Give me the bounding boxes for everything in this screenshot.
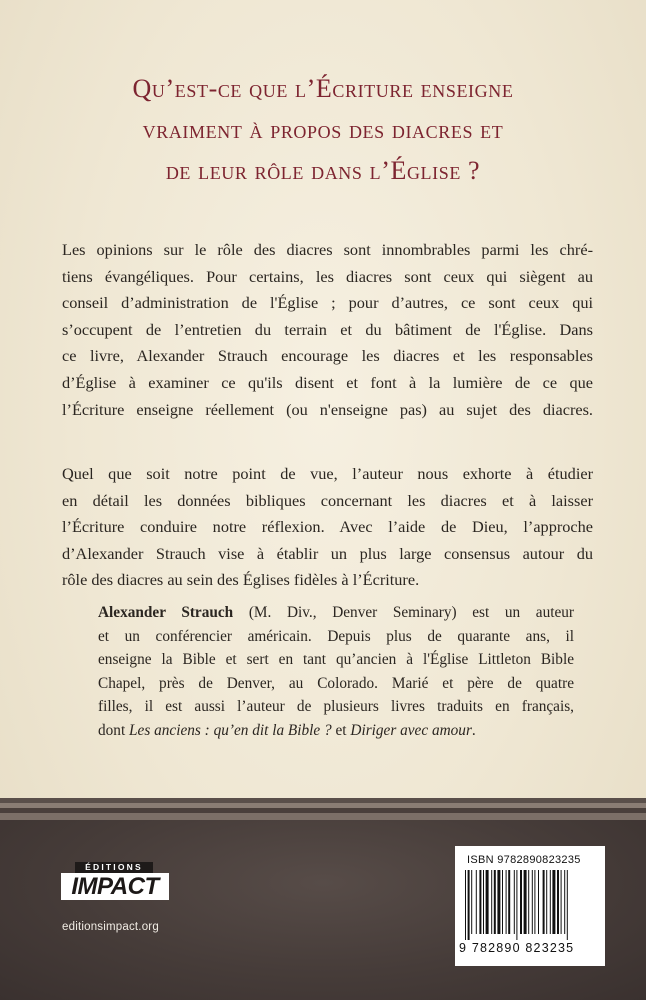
bio-line: et un conférencier américain. Depuis plus de quarante ans, il: [98, 627, 574, 645]
paragraph-line: l’Écriture enseigne réellement (ou n'enseigne pas) au sujet des diacres.: [62, 399, 593, 419]
paragraph-line: Les opinions sur le rôle des diacres sont innombrables parmi les chré-: [62, 240, 593, 259]
barcode-bar: [552, 870, 555, 934]
barcode-bar: [506, 870, 507, 934]
paragraph-line: en détail les données bibliques concernant les diacres et à laisser: [62, 490, 593, 510]
barcode-bar: [476, 870, 477, 934]
barcode-bar: [557, 870, 559, 934]
barcode-bar: [524, 870, 527, 934]
bio-text: dont: [98, 721, 130, 739]
paragraph-line: d’Alexander Strauch vise à établir un plus large consensus autour du: [62, 543, 593, 563]
barcode-bar: [508, 870, 510, 934]
description-paragraph-2: [62, 461, 593, 594]
paragraph-line: conseil d’administration de l'Église ; pour d’autres, ce sont ceux qui: [62, 293, 593, 313]
paragraph-line: rôle des diacres au sein des Églises fidèles à l’Écriture.: [62, 570, 420, 590]
barcode-bar: [520, 870, 522, 934]
bio-line: [98, 719, 574, 743]
bio-text: (M. Div., Denver Seminary) est un auteur: [233, 604, 574, 621]
paragraph-line: ce livre, Alexander Strauch encourage les diacres et les responsables: [62, 346, 593, 366]
headline-line-2: vraiment à propos des diacres et: [142, 115, 504, 144]
barcode-bar: [538, 870, 539, 934]
barcode-bar: [532, 870, 533, 934]
paragraph-line: tiens évangéliques. Pour certains, les diacres sont ceux qui siègent au: [62, 266, 593, 286]
isbn-barcode: [455, 846, 605, 966]
barcode-bar: [564, 870, 565, 934]
decorative-stripes: [0, 798, 646, 820]
barcode-bar: [497, 870, 500, 934]
barcode-bar: [483, 870, 484, 934]
barcode-bars: [463, 870, 597, 940]
barcode-bar: [468, 870, 470, 940]
barcode-bar: [465, 870, 466, 940]
barcode-bar: [534, 870, 535, 934]
barcode-bar: [479, 870, 481, 934]
headline-line-3: de leur rôle dans l’Église ?: [165, 156, 481, 185]
publisher-logo: [61, 862, 169, 904]
barcode-bar: [486, 870, 489, 934]
description-paragraph-1: [62, 237, 593, 423]
isbn-digits: 9 782890 823235: [459, 941, 575, 955]
paragraph-line: l’Écriture conduire notre réflexion. Avec l’aide de Dieu, l’approche: [62, 517, 593, 537]
bio-line: [98, 601, 574, 625]
author-name: Alexander Strauch: [98, 604, 234, 621]
logo-editions-text: ÉDITIONS: [75, 862, 153, 873]
headline: [40, 68, 606, 191]
bio-line: enseigne la Bible et sert en tant qu’ancien à l'Église Littleton Bible: [98, 651, 574, 668]
barcode-bar: [471, 870, 472, 934]
barcode-bar: [516, 870, 517, 940]
publisher-website: editionsimpact.org: [62, 921, 159, 933]
book-title: Diriger avec amour: [350, 721, 472, 739]
paragraph-line: d’Église à examiner ce qu'ils disent et font à la lumière de ce que: [62, 372, 593, 392]
barcode-bar: [494, 870, 496, 934]
barcode-bar: [550, 870, 551, 934]
paragraph-line: s’occupent de l’entretien du terrain et du bâtiment de l'Église. Dans: [62, 319, 593, 339]
headline-line-1: Qu’est-ce que l’Écriture enseigne: [132, 74, 514, 103]
logo-impact-text: IMPACT: [61, 873, 169, 900]
barcode-bar: [561, 870, 562, 934]
bio-text: et: [331, 721, 351, 739]
isbn-label: ISBN 9782890823235: [467, 854, 581, 866]
barcode-bar: [543, 870, 545, 934]
barcode-bar: [491, 870, 492, 934]
author-bio: [98, 601, 574, 742]
paragraph-line: Quel que soit notre point de vue, l’auteur nous exhorte à étudier: [62, 464, 593, 483]
barcode-bar: [546, 870, 547, 934]
bio-line: filles, il est aussi l’auteur de plusieurs livres traduits en français,: [98, 698, 574, 715]
barcode-bar: [502, 870, 503, 934]
stripe: [0, 813, 646, 820]
barcode-bar: [514, 870, 515, 934]
bio-text: .: [471, 721, 476, 739]
barcode-bar: [567, 870, 568, 940]
book-title: Les anciens : qu’en dit la Bible ?: [129, 721, 332, 739]
barcode-bar: [528, 870, 529, 934]
bio-line: Chapel, près de Denver, au Colorado. Marié et père de quatre: [98, 674, 574, 692]
